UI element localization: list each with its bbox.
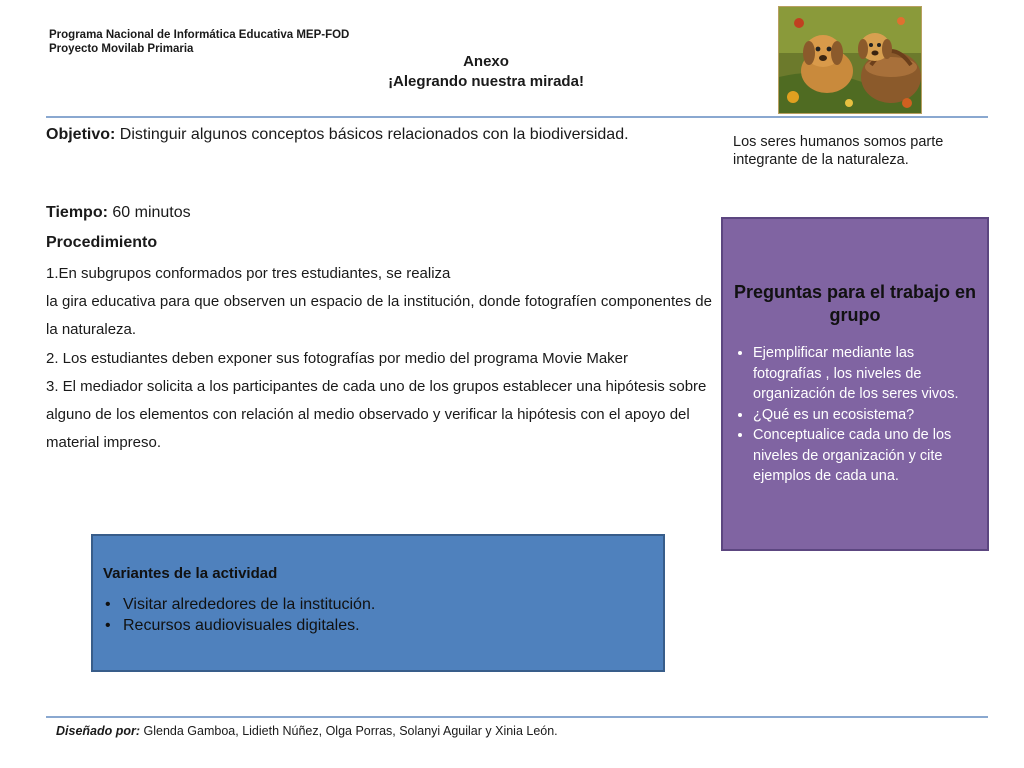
credits	[56, 722, 558, 740]
annex-label: Anexo	[463, 53, 509, 70]
group-questions-list	[733, 343, 977, 487]
objective	[46, 124, 736, 146]
time	[46, 202, 191, 224]
credits-names: Glenda Gamboa, Lidieth Núñez, Olga Porras, Solanyi Aguilar y Xinia León.	[140, 724, 558, 738]
side-note: Los seres humanos somos parte integrante de la naturaleza.	[733, 134, 944, 168]
procedure-step: 3. El mediador solicita a los participantes de cada uno de los grupos establecer una hipótesis sobre alguno de los elementos con relación al medio observado y verificar la hipótesis con el apoyo del material impreso.	[46, 377, 707, 452]
procedure-step: 1.En subgrupos conformados por tres estudiantes, se realiza	[46, 265, 451, 282]
objective-text: Distinguir algunos conceptos básicos relacionados con la biodiversidad.	[115, 126, 629, 143]
page-title: ¡Alegrando nuestra mirada!	[388, 73, 584, 90]
footer-divider	[46, 716, 988, 718]
procedure-step: la gira educativa para que observen un espacio de la institución, donde fotografíen componentes de la naturaleza.	[46, 293, 712, 339]
group-questions-box	[721, 217, 989, 551]
credits-label: Diseñado por:	[56, 724, 141, 738]
puppies-illustration	[779, 7, 921, 113]
activity-variants-list	[103, 594, 663, 636]
list-item: • Ejemplificar mediante las fotografías , los niveles de organización de los seres vivos.	[753, 343, 977, 405]
puppies-photo	[778, 6, 922, 114]
group-questions-title: Preguntas para el trabajo en grupo	[733, 282, 977, 325]
activity-variants-title: Variantes de la actividad	[103, 565, 278, 582]
time-label: Tiempo:	[46, 204, 108, 221]
header-divider	[46, 116, 988, 118]
objective-label: Objetivo:	[46, 126, 116, 143]
procedure-title: Procedimiento	[46, 234, 158, 251]
procedure-step: 2. Los estudiantes deben exponer sus fotografías por medio del programa Movie Maker	[46, 349, 628, 367]
list-item: • ¿Qué es un ecosistema?	[753, 405, 977, 426]
list-item: • Recursos audiovisuales digitales.	[123, 615, 663, 636]
activity-variants-box	[91, 534, 665, 672]
time-value: 60 minutos	[107, 204, 191, 221]
list-item: • Visitar alrededores de la institución.	[123, 594, 663, 615]
list-item: • Conceptualice cada uno de los niveles de organización y cite ejemplos de cada una.	[753, 425, 977, 487]
procedure-body	[46, 260, 712, 457]
program-name: Programa Nacional de Informática Educativa MEP-FOD	[49, 29, 350, 41]
project-name: Proyecto Movilab Primaria	[49, 43, 194, 55]
page-title-block	[300, 52, 672, 92]
